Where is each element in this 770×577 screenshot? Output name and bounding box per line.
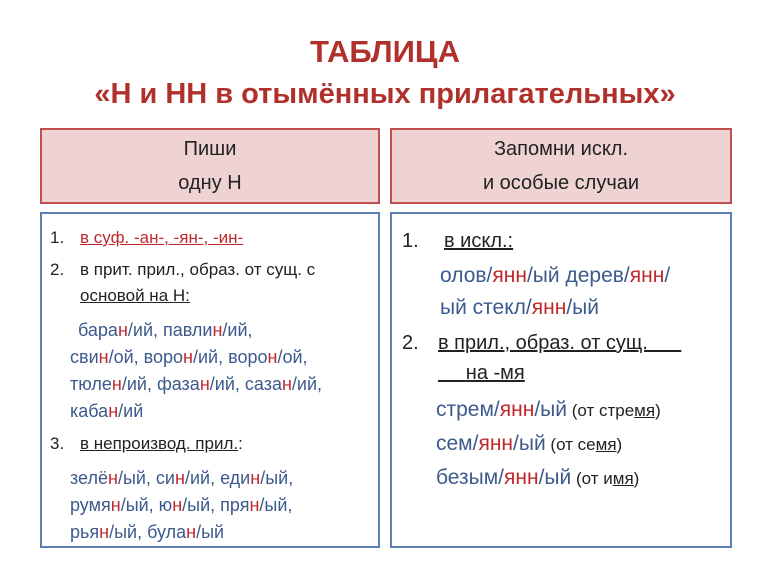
word-part: /ый, пря <box>182 495 250 515</box>
word-part: /ий, <box>291 374 323 394</box>
left-header-line2: одну Н <box>178 172 242 194</box>
highlighted-suffix: янн <box>504 466 539 489</box>
left-examples3-line <box>70 522 224 543</box>
highlighted-suffix: н <box>186 522 197 542</box>
left-examples2-line <box>70 374 322 395</box>
word-part: /ый <box>196 522 225 542</box>
word-part: /ый дерев/ <box>526 264 630 287</box>
left-item3-text: в непроизвод. прил. <box>80 434 239 453</box>
left-examples2-line <box>70 347 308 368</box>
word-part: / <box>664 264 671 287</box>
left-item1-text: в суф. -ан-, -ян-, -ин- <box>80 228 244 247</box>
word-part: рья <box>70 522 100 542</box>
source-note-part: ) <box>616 435 623 454</box>
right-item2-line2 <box>438 362 525 385</box>
left-panel <box>40 212 380 548</box>
source-note-part: (от стре <box>567 401 635 420</box>
left-item2-number: 2. <box>50 260 65 279</box>
word-part: /ый <box>534 398 567 421</box>
word-part: /ый, <box>260 468 294 488</box>
right-examples2-line <box>436 432 622 456</box>
left-item3 <box>80 434 243 454</box>
source-note-part: (от се <box>545 435 596 454</box>
word-part: стрем/ <box>436 398 500 421</box>
word-part: зелё <box>70 468 108 488</box>
left-examples3-line <box>70 468 293 489</box>
word-part: /ый, ю <box>120 495 173 515</box>
word-part: /ой, воро <box>108 347 184 367</box>
highlighted-suffix: н <box>107 468 118 488</box>
word-part: /ий, фаза <box>121 374 200 394</box>
right-panel <box>390 212 732 548</box>
highlighted-suffix: янн <box>629 264 665 287</box>
word-part: румя <box>70 495 111 515</box>
word-part: /ий, еди <box>184 468 251 488</box>
left-item1-number: 1. <box>50 228 65 247</box>
right-header-line1: Запомни искл. <box>493 138 629 160</box>
word-part: каба <box>70 401 109 421</box>
highlighted-suffix: н <box>267 347 278 367</box>
highlighted-suffix: н <box>172 495 183 515</box>
highlighted-suffix: н <box>99 522 110 542</box>
word-part: олов/ <box>440 264 493 287</box>
highlighted-suffix: н <box>250 468 261 488</box>
source-note-part: ) <box>633 469 640 488</box>
page-title: ТАБЛИЦА <box>310 34 460 69</box>
word-part: /ый, <box>259 495 293 515</box>
right-item2-line2-text: на -мя <box>465 362 525 384</box>
word-part: безым/ <box>436 466 505 489</box>
source-note-part: мя <box>595 435 617 454</box>
right-examples2-line <box>436 466 639 490</box>
left-header <box>40 128 380 204</box>
word-part: /ий <box>118 401 144 421</box>
left-header-line1: Пиши <box>183 138 237 160</box>
right-item1-number: 1. <box>402 230 419 252</box>
word-part: тюле <box>70 374 112 394</box>
word-part: сем/ <box>436 432 479 455</box>
left-item3-number: 3. <box>50 434 65 453</box>
source-note <box>546 435 623 454</box>
word-part: бара <box>78 320 118 340</box>
word-part: /ой, <box>277 347 308 367</box>
source-note-part: мя <box>634 401 656 420</box>
left-item2-line2: основой на Н: <box>80 286 190 305</box>
word-part: сви <box>70 347 99 367</box>
left-item2-line1: в прит. прил., образ. от сущ. с <box>80 260 316 279</box>
highlighted-suffix: янн <box>531 296 567 319</box>
highlighted-suffix: янн <box>499 398 535 421</box>
word-part: /ий, <box>222 320 253 340</box>
page-subtitle: «Н и НН в отымённых прилагательных» <box>94 78 676 110</box>
highlighted-suffix: н <box>183 347 193 367</box>
right-item1-text: в искл.: <box>444 230 514 252</box>
highlighted-suffix: янн <box>492 264 527 287</box>
highlighted-suffix: н <box>175 468 185 488</box>
highlighted-suffix: н <box>108 401 119 421</box>
word-part: ый стекл/ <box>440 296 532 319</box>
left-examples2-line <box>70 401 143 422</box>
right-examples1-line <box>440 296 599 320</box>
source-note-part: мя <box>612 469 634 488</box>
left-item3-tail: : <box>238 434 243 453</box>
word-part: /ый, си <box>117 468 175 488</box>
word-part: /ый, була <box>109 522 187 542</box>
left-examples3-line <box>70 495 292 516</box>
highlighted-suffix: н <box>212 320 223 340</box>
word-part: /ий, павли <box>127 320 213 340</box>
right-item2-line1 <box>438 332 681 355</box>
source-note-part: ) <box>655 401 661 420</box>
source-note <box>567 401 661 420</box>
highlighted-suffix: н <box>199 374 210 394</box>
right-examples2-line <box>436 398 661 422</box>
highlighted-suffix: н <box>110 495 121 515</box>
word-part: /ый <box>566 296 599 319</box>
source-note-part: (от и <box>571 469 613 488</box>
right-header-line2: и особые случаи <box>482 172 640 194</box>
highlighted-suffix: янн <box>478 432 514 455</box>
highlighted-suffix: н <box>98 347 109 367</box>
highlighted-suffix: н <box>249 495 260 515</box>
highlighted-suffix: н <box>117 320 128 340</box>
word-part: /ый <box>513 432 546 455</box>
right-item2-line1-text: в прил., образ. от сущ. <box>438 332 648 354</box>
left-examples2-line <box>78 320 253 341</box>
source-note <box>571 469 639 488</box>
highlighted-suffix: н <box>111 374 122 394</box>
highlighted-suffix: н <box>281 374 292 394</box>
right-examples1-line <box>440 264 670 288</box>
word-part: /ий, воро <box>193 347 268 367</box>
word-part: /ый <box>538 466 572 489</box>
right-header <box>390 128 732 204</box>
right-item2-number: 2. <box>402 332 419 354</box>
word-part: /ий, саза <box>209 374 282 394</box>
